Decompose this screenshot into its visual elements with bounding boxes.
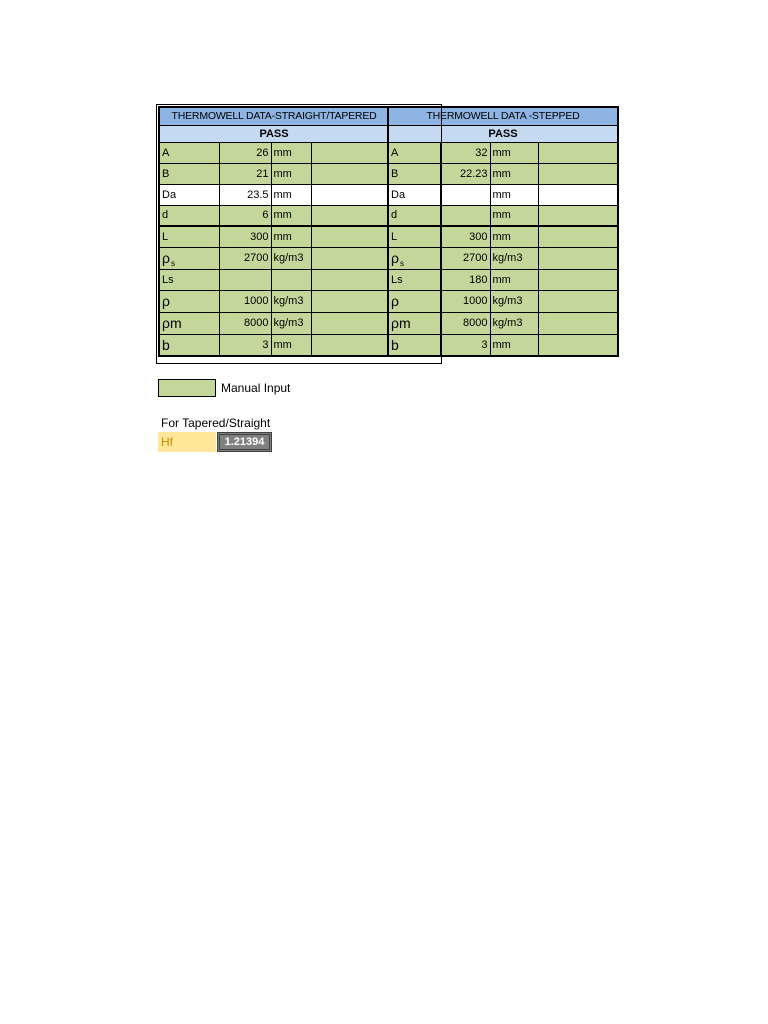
right-row [388,269,618,290]
right-param-unit: kg/m3 [490,247,538,269]
left-param-label: b [159,334,219,356]
right-row [388,334,618,356]
left-param-value[interactable]: 8000 [219,312,271,334]
right-empty-cell[interactable] [538,142,618,163]
left-param-label: ρm [159,312,219,334]
left-row [159,226,389,247]
right-param-unit: kg/m3 [490,312,538,334]
left-param-label: Ls [159,269,219,290]
right-param-label: ρ [388,290,440,312]
left-param-value[interactable]: 3 [219,334,271,356]
left-row [159,184,389,205]
left-row [159,269,389,290]
right-empty-cell[interactable] [538,290,618,312]
left-param-value[interactable]: 6 [219,205,271,226]
right-empty-cell[interactable] [538,184,618,205]
manual-input-swatch [158,379,216,397]
right-param-label: Ls [388,269,440,290]
right-row [388,312,618,334]
right-row [388,184,618,205]
right-param-unit: mm [490,269,538,290]
left-table-body [159,107,389,356]
left-empty-cell[interactable] [311,184,389,205]
left-param-unit: kg/m3 [271,247,311,269]
left-param-value[interactable]: 300 [219,226,271,247]
right-param-label: d [388,205,440,226]
left-param-unit: mm [271,184,311,205]
right-row [388,247,618,269]
left-param-unit: mm [271,334,311,356]
left-empty-cell[interactable] [311,142,389,163]
left-param-label: d [159,205,219,226]
right-param-label: b [388,334,440,356]
right-param-value[interactable] [440,205,490,226]
right-param-label: ρm [388,312,440,334]
right-param-value[interactable]: 22.23 [440,163,490,184]
right-param-value[interactable]: 8000 [440,312,490,334]
left-empty-cell[interactable] [311,163,389,184]
left-param-label: B [159,163,219,184]
left-param-label: A [159,142,219,163]
left-param-value[interactable]: 1000 [219,290,271,312]
left-param-unit: kg/m3 [271,290,311,312]
right-param-value[interactable]: 1000 [440,290,490,312]
left-table-title: THERMOWELL DATA-STRAIGHT/TAPERED [159,107,389,125]
left-empty-cell[interactable] [311,247,389,269]
left-param-unit: mm [271,142,311,163]
right-row [388,163,618,184]
right-empty-cell[interactable] [538,226,618,247]
right-param-unit: mm [490,184,538,205]
left-param-label: $\rho_s$ [159,247,219,269]
right-param-label: $\rho_s$ [388,247,440,269]
right-param-unit: mm [490,226,538,247]
left-param-label: Da [159,184,219,205]
hf-label: Hf [158,432,216,452]
right-param-unit: mm [490,334,538,356]
left-param-unit: kg/m3 [271,312,311,334]
right-param-value[interactable]: 180 [440,269,490,290]
right-param-unit: kg/m3 [490,290,538,312]
right-table-status: PASS [388,125,618,142]
left-table-status: PASS [159,125,389,142]
left-empty-cell[interactable] [311,334,389,356]
left-row [159,247,389,269]
left-empty-cell[interactable] [311,226,389,247]
manual-input-label: Manual Input [221,381,291,395]
thermowell-straight-tapered-table [158,106,390,357]
right-row [388,205,618,226]
left-param-value[interactable]: 26 [219,142,271,163]
left-param-value[interactable]: 21 [219,163,271,184]
right-empty-cell[interactable] [538,334,618,356]
right-param-label: L [388,226,440,247]
left-param-label: L [159,226,219,247]
right-row [388,142,618,163]
right-row [388,290,618,312]
left-row [159,205,389,226]
right-table-title: THERMOWELL DATA -STEPPED [388,107,618,125]
right-empty-cell[interactable] [538,247,618,269]
hf-caption: For Tapered/Straight [161,416,271,430]
right-param-label: A [388,142,440,163]
left-param-value[interactable]: 23.5 [219,184,271,205]
left-param-unit [271,269,311,290]
right-param-unit: mm [490,205,538,226]
right-param-value[interactable]: 32 [440,142,490,163]
right-param-value[interactable]: 300 [440,226,490,247]
left-param-value[interactable]: 2700 [219,247,271,269]
left-row [159,334,389,356]
left-row [159,312,389,334]
right-param-unit: mm [490,163,538,184]
thermowell-stepped-table [387,106,619,357]
right-empty-cell[interactable] [538,312,618,334]
right-empty-cell[interactable] [538,269,618,290]
left-param-value[interactable] [219,269,271,290]
right-param-value[interactable]: 2700 [440,247,490,269]
left-row [159,142,389,163]
right-param-value[interactable]: 3 [440,334,490,356]
left-param-unit: mm [271,226,311,247]
left-empty-cell[interactable] [311,290,389,312]
left-row [159,290,389,312]
left-param-label: ρ [159,290,219,312]
right-param-value[interactable] [440,184,490,205]
right-empty-cell[interactable] [538,163,618,184]
right-param-unit: mm [490,142,538,163]
left-empty-cell[interactable] [311,312,389,334]
right-empty-cell[interactable] [538,205,618,226]
left-empty-cell[interactable] [311,269,389,290]
left-param-unit: mm [271,163,311,184]
right-param-label: B [388,163,440,184]
left-empty-cell[interactable] [311,205,389,226]
right-row [388,226,618,247]
right-param-label: Da [388,184,440,205]
right-table-body [388,107,618,356]
left-row [159,163,389,184]
hf-value-cell[interactable]: 1.21394 [217,432,272,452]
left-param-unit: mm [271,205,311,226]
